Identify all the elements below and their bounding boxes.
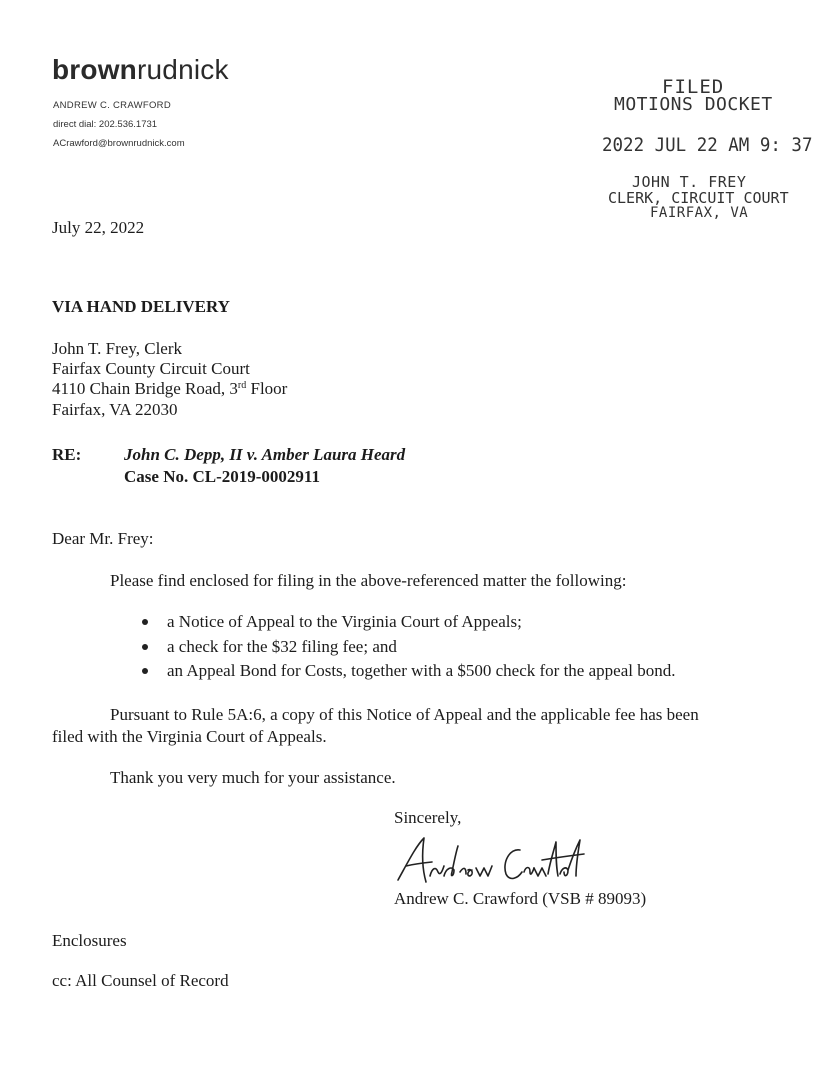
recipient-line-2: Fairfax County Circuit Court: [52, 359, 250, 378]
bullet-text-2: a check for the $32 filing fee; and: [167, 637, 397, 656]
case-name: John C. Depp, II v. Amber Laura Heard: [124, 445, 406, 464]
stamp-clerk-title: CLERK, CIRCUIT COURT: [608, 189, 789, 207]
stamp-motions-docket: MOTIONS DOCKET: [614, 94, 773, 115]
intro-paragraph: Please find enclosed for filing in the above-referenced matter the following:: [110, 571, 627, 590]
re-label: RE:: [52, 445, 82, 464]
bullet-text-1: a Notice of Appeal to the Virginia Court of Appeals;: [167, 612, 522, 631]
direct-dial: direct dial: 202.536.1731: [53, 119, 158, 130]
bullet-icon: [142, 644, 148, 650]
closing: Sincerely,: [394, 808, 462, 827]
cc-line: cc: All Counsel of Record: [52, 971, 229, 990]
firm-logo-rudnick: rudnick: [137, 54, 229, 85]
stamp-clerk-name: JOHN T. FREY: [632, 173, 747, 191]
stamp-datetime: 2022 JUL 22 AM 9: 37: [602, 134, 813, 156]
recipient-floor: Floor: [246, 379, 288, 398]
recipient-floor-ordinal: rd: [237, 380, 247, 391]
bullet-icon: [142, 668, 148, 674]
delivery-method: VIA HAND DELIVERY: [52, 297, 230, 316]
stamp-location: FAIRFAX, VA: [650, 205, 749, 221]
firm-logo: [52, 54, 229, 86]
attorney-email: ACrawford@brownrudnick.com: [53, 138, 185, 149]
bullet-text-3: an Appeal Bond for Costs, together with a $500 check for the appeal bond.: [167, 661, 676, 680]
bullet-icon: [142, 619, 148, 625]
enclosures: Enclosures: [52, 931, 127, 950]
recipient-line-1: John T. Frey, Clerk: [52, 339, 183, 358]
recipient-street: 4110 Chain Bridge Road, 3: [52, 379, 238, 398]
salutation: Dear Mr. Frey:: [52, 529, 154, 548]
letter-date: July 22, 2022: [52, 218, 145, 237]
stamp-filed: FILED: [662, 76, 725, 98]
paragraph-2-line-2: filed with the Virginia Court of Appeals.: [52, 727, 327, 746]
signer-name: Andrew C. Crawford (VSB # 89093): [394, 889, 647, 908]
firm-logo-brown: brown: [52, 54, 137, 85]
attorney-name: ANDREW C. CRAWFORD: [53, 100, 171, 111]
recipient-line-3: [52, 379, 287, 399]
case-number: Case No. CL-2019-0002911: [124, 467, 320, 486]
signature: [392, 832, 592, 892]
paragraph-2-line-1: Pursuant to Rule 5A:6, a copy of this Notice of Appeal and the applicable fee has been: [110, 705, 699, 724]
recipient-line-4: Fairfax, VA 22030: [52, 400, 178, 419]
thanks-line: Thank you very much for your assistance.: [110, 768, 396, 787]
